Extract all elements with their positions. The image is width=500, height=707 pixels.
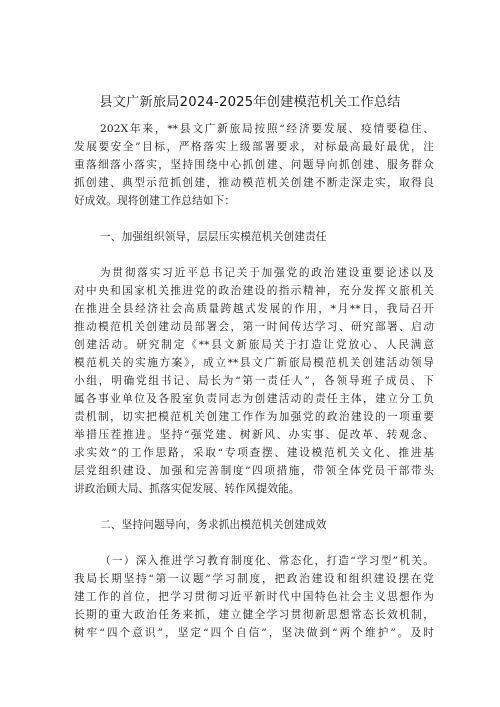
section-1-line: 创建活动。研究制定《**县文新旅局关于打造让党放心、人民满意 xyxy=(74,339,434,351)
intro-line: 抓创建、典型示范抓创建，推动模范机关创建不断走深走实，取得良 xyxy=(74,177,434,189)
section-2-heading: 二、坚持问题导向，务求抓出模范机关创建成效 xyxy=(100,519,327,531)
section-1-line: 属各事业单位及各股室负责同志为创建活动的责任主体，建立分工负 xyxy=(74,393,434,405)
document-title: 县文广新旅局2024-2025年创建模范机关工作总结 xyxy=(99,95,401,110)
section-1-line: 层党组织建设、加强和完善制度”四项措施，带领全体党员干部带头 xyxy=(74,465,434,477)
section-1-heading: 一、加强组织领导，层层压实模范机关创建责任 xyxy=(100,231,327,243)
section-1-line: 为贯彻落实习近平总书记关于加强党的政治建设重要论述以及 xyxy=(100,267,434,279)
section-1-line: 责机制，切实把模范机关创建工作作为加强党的政治建设的一项重要 xyxy=(74,411,434,423)
intro-line: 好成效。现将创建工作总结如下： xyxy=(74,195,236,207)
section-1-line: 模范机关的实施方案》，成立**县文广新旅局模范机关创建活动领导 xyxy=(74,357,434,369)
section-2-line: 我局长期坚持“第一议题”学习制度，把政治建设和组织建设摆在党 xyxy=(74,573,434,585)
section-1-line: 小组，明确党组书记、局长为“第一责任人”，各领导班子成员、下 xyxy=(74,375,434,387)
intro-line: 发展要安全”目标，严格落实上级部署要求，对标最高最好最优，注 xyxy=(74,141,434,153)
section-2-line: （一）深入推进学习教育制度化、常态化，打造“学习型”机关。 xyxy=(100,555,434,567)
section-1-line: 在推进全县经济社会高质量跨越式发展的作用，*月**日，我局召开 xyxy=(74,303,434,315)
section-1-line: 推动模范机关创建动员部署会，第一时间传达学习、研究部署、启动 xyxy=(74,321,434,333)
section-1-line: 对中央和国家机关推进党的政治建设的指示精神，充分发挥文旅机关 xyxy=(74,285,434,297)
section-2-line: 树牢“四个意识”，坚定“四个自信”，坚决做到“两个维护”。及时 xyxy=(74,627,434,639)
section-1-line: 举措压茬推进。坚持“强党建、树新风、办实事、促改革、转观念、 xyxy=(74,429,434,441)
section-2-line: 长期的重大政治任务来抓，建立健全学习贯彻新思想常态长效机制， xyxy=(74,609,434,621)
intro-line: 重落细落小落实，坚持围绕中心抓创建、问题导向抓创建、服务群众 xyxy=(74,159,434,171)
section-1-line: 讲政治顾大局、抓落实促发展、转作风提效能。 xyxy=(74,483,300,495)
intro-line: 202X年来，**县文广新旅局按照“经济要发展、疫情要稳住、 xyxy=(100,123,434,135)
section-2-line: 建工作的首位，把学习贯彻习近平新时代中国特色社会主义思想作为 xyxy=(74,591,434,603)
section-1-line: 求实效”的工作思路，采取“专项查摆、建设模范机关文化、推进基 xyxy=(74,447,434,459)
